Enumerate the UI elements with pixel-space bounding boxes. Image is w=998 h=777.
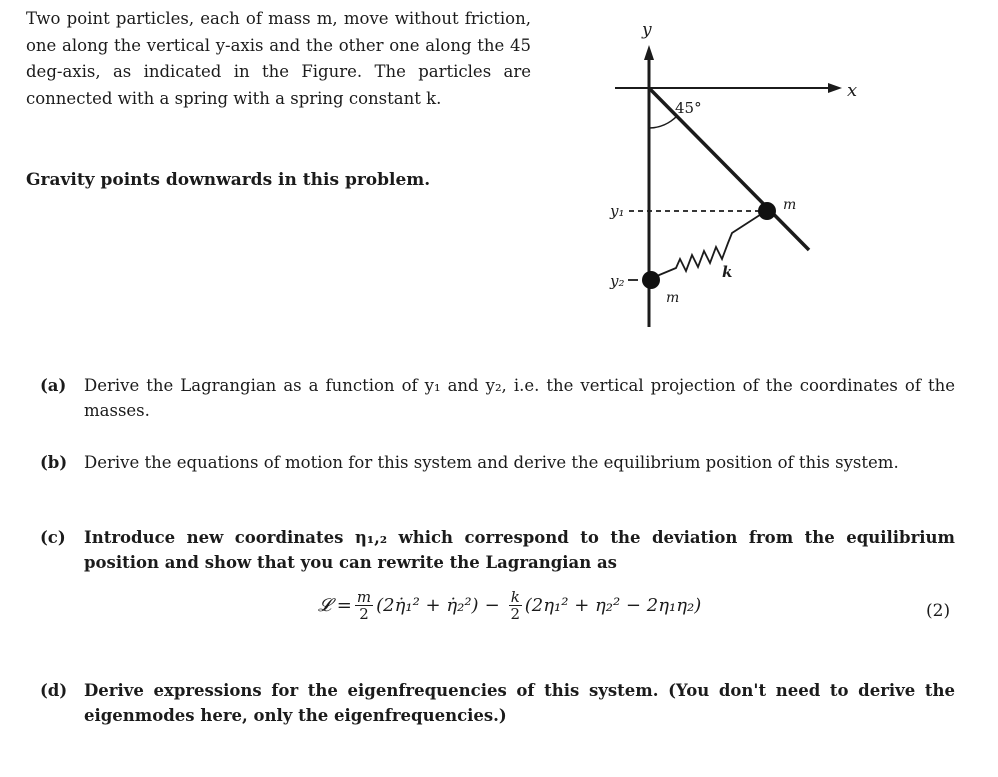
kinetic-term: (2η̇₁² + η̇₂²) <box>376 595 479 616</box>
part-d-text: Derive expressions for the eigenfrequencies of this system. (You don't need to derive the eigenmodes here, only the eigenfrequencies.) <box>84 681 955 725</box>
gravity-note: Gravity points downwards in this problem. <box>26 170 431 190</box>
mass-upper-label: m <box>783 197 797 213</box>
k-over-2-fraction <box>509 589 522 622</box>
y-axis-label: y <box>642 20 652 40</box>
k-numerator: k <box>510 588 520 606</box>
part-c-text: Introduce new coordinates η₁,₂ which correspond to the deviation from the equilibrium position and show that you can rewrite the Lagrangian as <box>84 528 955 572</box>
potential-term: (2η₁² + η₂² − 2η₁η₂) <box>524 595 702 616</box>
lagrangian-equation <box>0 585 998 635</box>
equation-number: (2) <box>926 601 951 621</box>
part-c-label: (c) <box>40 528 66 547</box>
m-over-2-fraction <box>355 589 373 622</box>
angle-arc <box>649 116 677 128</box>
x-axis-label: x <box>847 80 858 101</box>
angle-label: 45° <box>675 99 702 117</box>
mass-upper <box>758 202 776 220</box>
problem-intro: Two point particles, each of mass m, move without friction, one along the vertical y-axis and the other one along the 45 deg-axis, as indicated in the Figure. The particles are connected with a spring with a spring constant k. <box>26 9 531 108</box>
problem-figure <box>580 5 880 335</box>
x-axis-arrowhead <box>828 83 842 93</box>
y1-label: y₁ <box>610 202 625 220</box>
equation-lhs: 𝓛 = <box>318 595 352 616</box>
incline-rail <box>649 88 809 250</box>
k-denominator: 2 <box>510 605 520 623</box>
part-a-label: (a) <box>40 376 67 395</box>
minus-sign: − <box>484 595 500 616</box>
spring <box>652 211 766 278</box>
part-d <box>40 678 955 728</box>
y2-label: y₂ <box>610 272 625 290</box>
part-c <box>40 525 955 575</box>
part-b-label: (b) <box>40 453 68 472</box>
part-b-text: Derive the equations of motion for this system and derive the equilibrium position of this system. <box>84 453 899 472</box>
y-axis-arrowhead <box>644 45 654 60</box>
part-b <box>40 450 955 475</box>
mass-lower <box>642 271 660 289</box>
m-denominator: 2 <box>359 605 369 623</box>
m-numerator: m <box>356 588 372 606</box>
part-a <box>40 373 955 423</box>
spring-label: k <box>722 263 733 281</box>
part-d-label: (d) <box>40 681 68 700</box>
mass-lower-label: m <box>666 290 680 306</box>
part-a-text: Derive the Lagrangian as a function of y₁ and y₂, i.e. the vertical projection of the coordinates of the masses. <box>84 376 955 420</box>
